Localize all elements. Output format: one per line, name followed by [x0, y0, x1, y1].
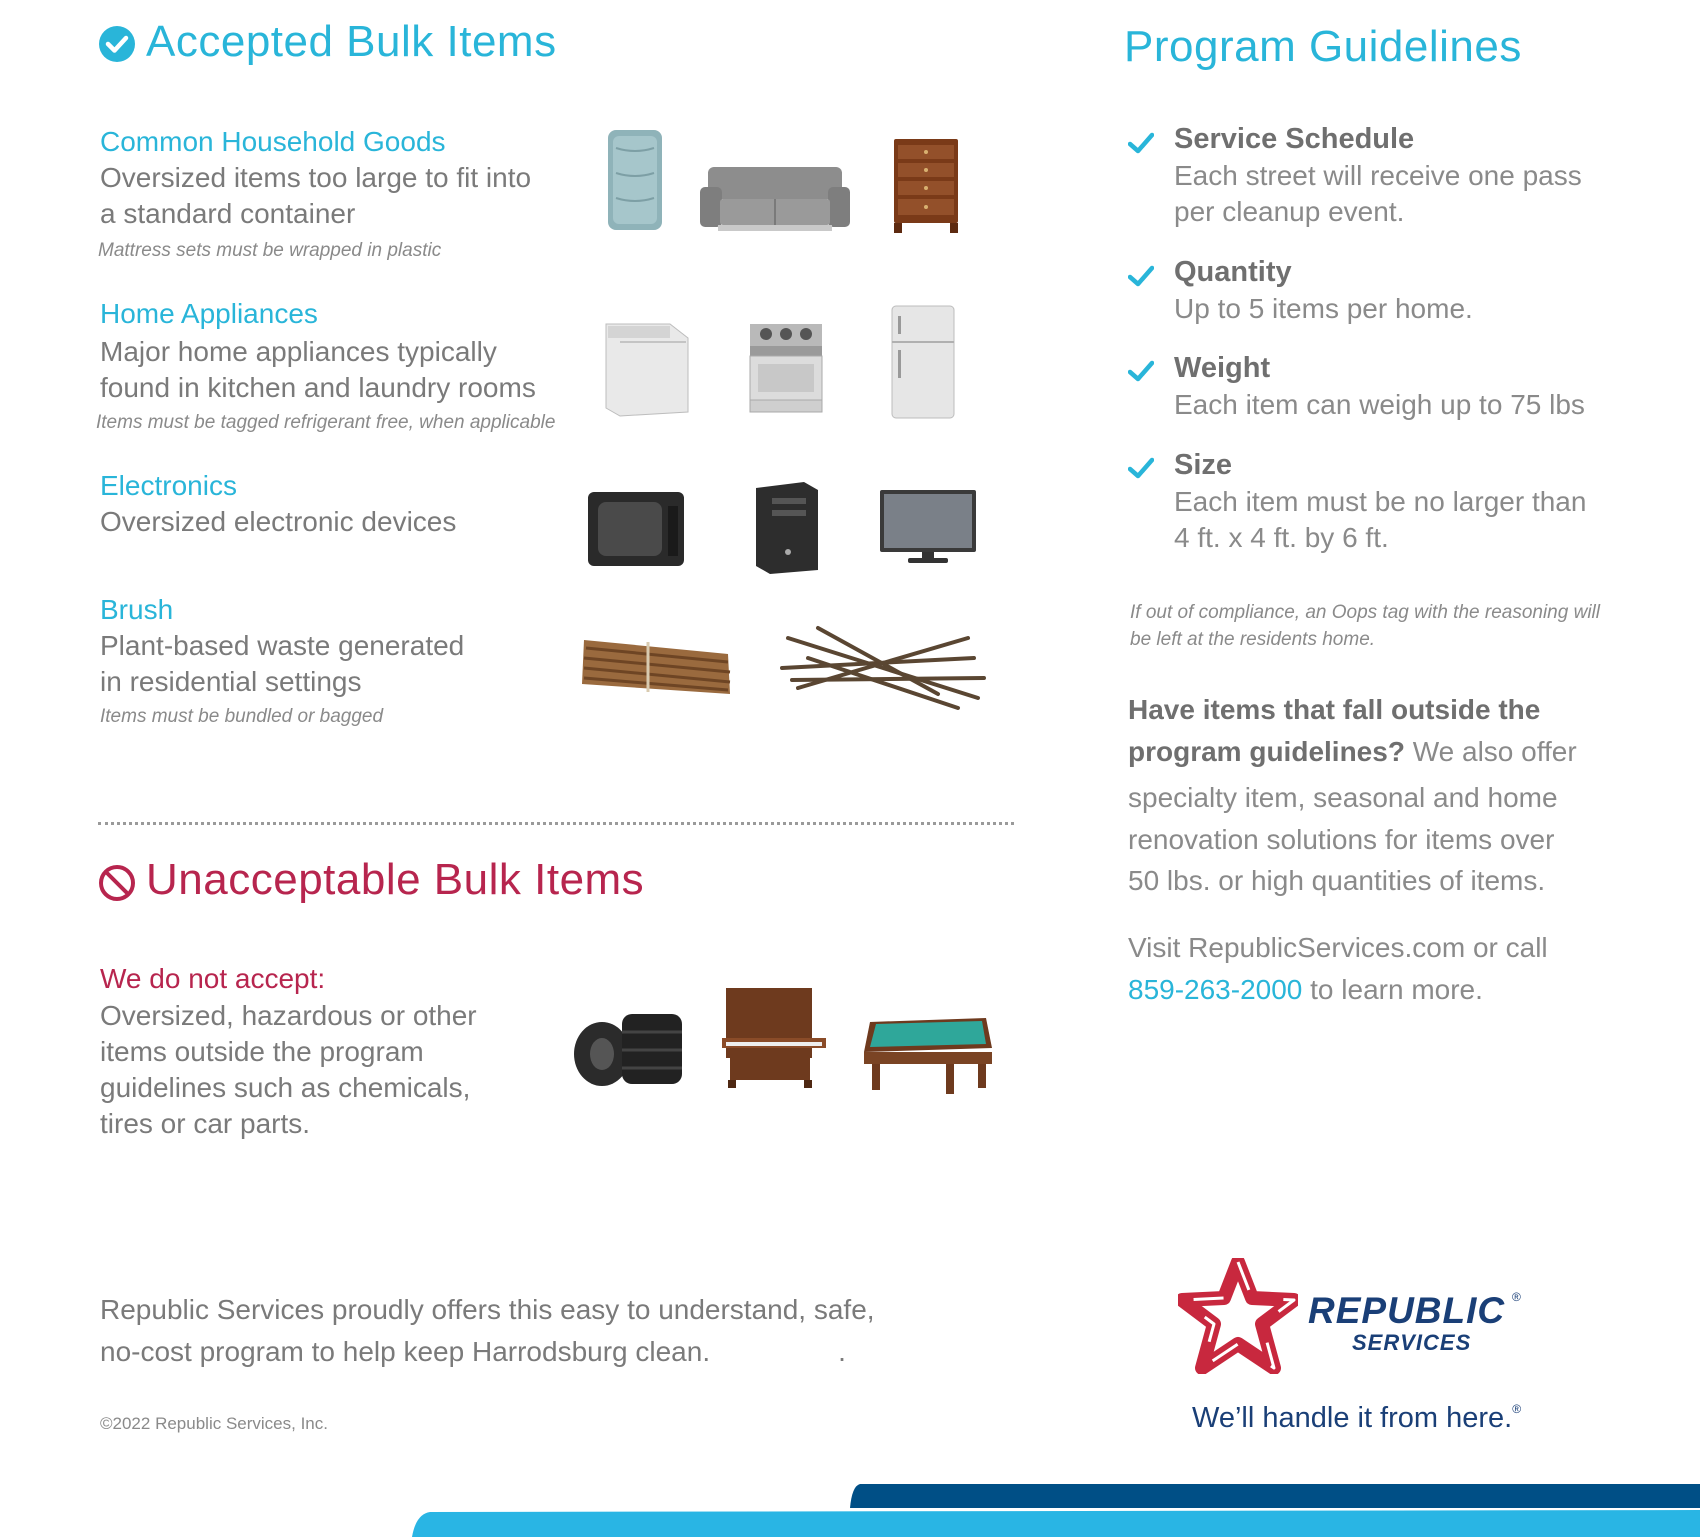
category-desc-electronics-1: Oversized electronic devices: [100, 506, 457, 537]
guideline-desc-quantity-1: Up to 5 items per home.: [1174, 293, 1473, 324]
unacceptable-line-3: guidelines such as chemicals,: [100, 1072, 471, 1103]
flat-tv-image: [878, 488, 978, 566]
guideline-title-schedule: Service Schedule: [1174, 123, 1415, 155]
tires-image: [568, 1010, 686, 1088]
guideline-desc-size-2: 4 ft. x 4 ft. by 6 ft.: [1174, 522, 1389, 553]
cta-line-2: [1128, 736, 1577, 768]
category-note-brush: Items must be bundled or bagged: [100, 706, 384, 727]
visit-line-1: Visit RepublicServices.com or call: [1128, 932, 1548, 963]
cta-rest-2: We also offer: [1404, 736, 1577, 767]
cta-bold-1: Have items that fall outside the: [1128, 694, 1541, 725]
tagline-registered: ®: [1512, 1402, 1522, 1416]
pool-table-image: [860, 1012, 996, 1096]
footer-line-2: no-cost program to help keep Harrodsburg clean.: [100, 1336, 711, 1367]
brand-name: REPUBLIC: [1308, 1290, 1506, 1331]
copyright: ©2022 Republic Services, Inc.: [100, 1414, 328, 1433]
dishwasher-image: [600, 322, 692, 418]
refrigerator-image: [888, 304, 958, 420]
tagline: We’ll handle it from here.: [1192, 1402, 1513, 1434]
bundled-sticks-image: [578, 624, 738, 704]
compliance-note-1: If out of compliance, an Oops tag with the reasoning will: [1130, 602, 1600, 623]
phone-link[interactable]: 859-263-2000: [1128, 974, 1303, 1005]
checkmark-icon: [1128, 358, 1154, 384]
footer-band: [0, 1478, 1700, 1537]
cta-bold-2: program guidelines?: [1128, 736, 1405, 767]
footer-trailing-dot: .: [838, 1336, 846, 1367]
accepted-heading: Accepted Bulk Items: [146, 17, 557, 66]
category-title-electronics: Electronics: [100, 470, 237, 501]
dresser-image: [890, 137, 962, 235]
guideline-title-weight: Weight: [1174, 352, 1271, 384]
guideline-desc-weight-1: Each item can weigh up to 75 lbs: [1174, 389, 1585, 420]
compliance-note-2: be left at the residents home.: [1130, 629, 1376, 650]
guideline-desc-size-1: Each item must be no larger than: [1174, 486, 1587, 517]
category-title-household: Common Household Goods: [100, 126, 446, 157]
category-desc-appliances-2: found in kitchen and laundry rooms: [100, 372, 536, 403]
cta-line-4: renovation solutions for items over: [1128, 824, 1555, 855]
stove-image: [748, 322, 824, 414]
checkmark-icon: [1128, 130, 1154, 156]
checkmark-icon: [1128, 263, 1154, 289]
unacceptable-line-1: Oversized, hazardous or other: [100, 1000, 477, 1031]
visit-line-2: [1128, 970, 1483, 1010]
unacceptable-heading: Unacceptable Bulk Items: [146, 855, 645, 904]
mattress-image: [604, 128, 666, 234]
guidelines-heading: Program Guidelines: [1124, 22, 1522, 71]
crt-tv-image: [586, 488, 686, 570]
guideline-desc-schedule-1: Each street will receive one pass: [1174, 160, 1582, 191]
desktop-tower-image: [752, 480, 822, 576]
visit-suffix: to learn more.: [1302, 974, 1483, 1005]
unacceptable-line-4: tires or car parts.: [100, 1108, 311, 1139]
loose-branches-image: [778, 618, 988, 718]
cta-line-3: specialty item, seasonal and home: [1128, 782, 1558, 813]
guideline-title-size: Size: [1174, 449, 1233, 481]
category-title-appliances: Home Appliances: [100, 298, 318, 329]
brand-subname: SERVICES: [1352, 1330, 1472, 1355]
piano-image: [720, 986, 830, 1090]
guideline-desc-schedule-2: per cleanup event.: [1174, 196, 1405, 227]
category-note-appliances: Items must be tagged refrigerant free, when applicable: [96, 412, 556, 433]
footer-line-1: Republic Services proudly offers this easy to understand, safe,: [100, 1294, 875, 1325]
category-note-household: Mattress sets must be wrapped in plastic: [98, 240, 442, 261]
section-divider: [98, 822, 1014, 825]
category-title-brush: Brush: [100, 594, 174, 625]
prohibited-icon: [98, 864, 136, 902]
brand-registered: ®: [1512, 1290, 1521, 1304]
tagline-wrap: [1192, 1402, 1521, 1435]
guideline-title-quantity: Quantity: [1174, 256, 1292, 288]
unacceptable-line-2: items outside the program: [100, 1036, 424, 1067]
check-circle-icon: [98, 25, 136, 63]
sofa-image: [700, 165, 850, 235]
cta-line-5: 50 lbs. or high quantities of items.: [1128, 865, 1546, 896]
category-desc-appliances-1: Major home appliances typically: [100, 336, 497, 367]
checkmark-icon: [1128, 455, 1154, 481]
category-desc-household-1: Oversized items too large to fit into: [100, 162, 532, 193]
category-desc-brush-2: in residential settings: [100, 666, 362, 697]
category-desc-brush-1: Plant-based waste generated: [100, 630, 465, 661]
category-desc-household-2: a standard container: [100, 198, 356, 229]
republic-star-logo-icon: [1178, 1258, 1298, 1374]
footer-line-2-wrap: [100, 1336, 846, 1368]
unacceptable-subtitle: We do not accept:: [100, 963, 326, 994]
